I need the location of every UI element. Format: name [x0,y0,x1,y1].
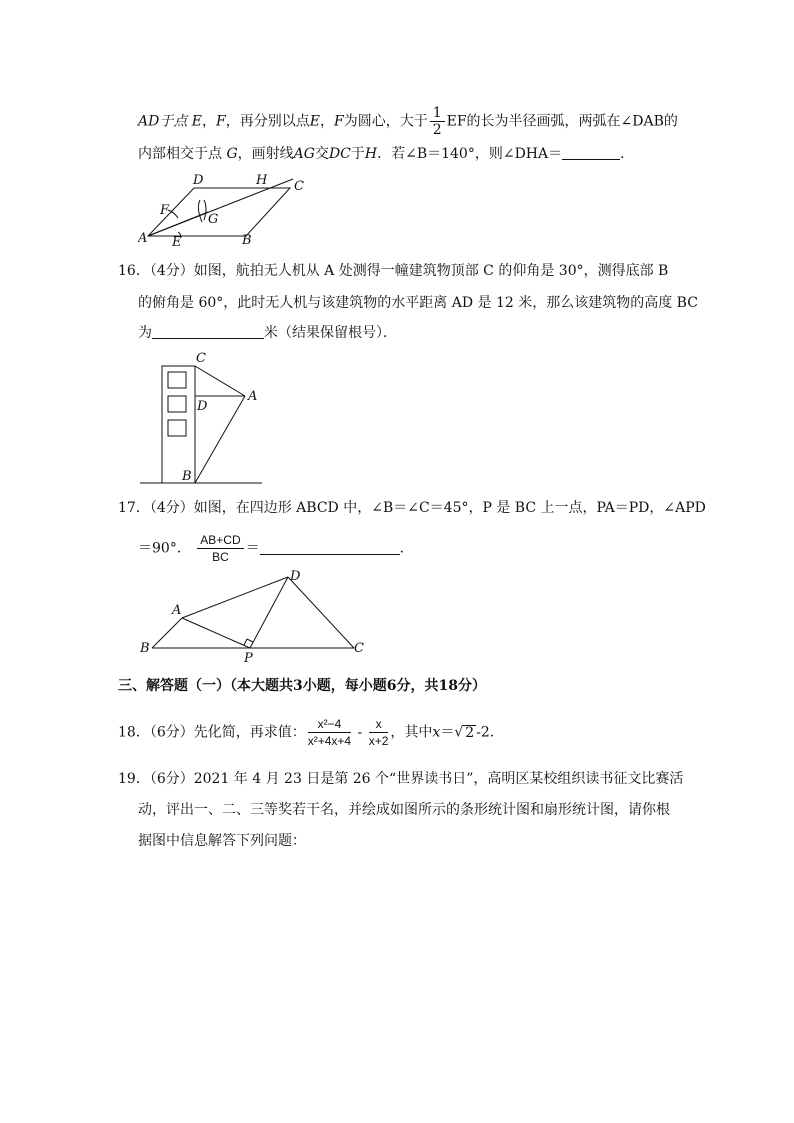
q19-line1: 19．（6分）2021 年 4 月 23 日是第 26 个“世界读书日”，高明区某校组织读书征文比赛活 [118,771,684,787]
label-D: D [290,569,301,584]
section-heading: 三、解答题（一）（本大题共3小题，每小题6分，共18分） [118,678,486,694]
fraction-1: $\frac{\text{x²−4}}{\text{x²+4x+4}}$ [307,717,352,748]
q16-figure-building [140,348,270,488]
label-E: E [172,235,182,250]
q17-line2: ＝90°． $\frac{AB+CD}{BC}$ ＝ ． [138,533,414,564]
answer-blank[interactable] [260,540,400,555]
label-D: D [193,173,204,188]
answer-blank[interactable] [152,324,264,339]
fraction-half: $\frac{1}{2}$ [430,105,445,138]
fraction-ab-cd-bc: $\frac{AB+CD}{BC}$ [197,532,243,565]
q19-line2: 动，评出一、二、三等奖若干名，并绘成如图所示的条形统计图和扇形统计图，请你根 [138,802,670,818]
label-F: F [160,203,170,218]
q19-line3: 据图中信息解答下列问题： [138,833,306,849]
label-P: P [244,651,253,663]
q17-figure-quadrilateral [140,568,370,663]
label-C: C [196,351,206,366]
q17-line1: 17．（4分）如图，在四边形 ABCD 中，∠B＝∠C＝45°，P 是 BC 上一点，PA＝PD，∠APD [118,500,706,516]
label-B: B [140,641,150,656]
label-A: A [172,603,182,618]
label-G: G [208,212,219,227]
label-D: D [197,399,208,414]
q16-line2: 的俯角是 60°，此时无人机与该建筑物的水平距离 AD 是 12 米，那么该建筑物的高度 BC [138,295,698,311]
q15-line1: AD于点 E，F，再分别以点E，F为圆心，大于 $\frac{1}{2}$ EF的长为半径画弧，两弧在∠DAB的 [138,105,678,138]
fraction-2: $\frac{x}{x+2}$ [368,717,389,748]
label-B: B [242,233,252,248]
q15-figure-parallelogram [138,170,308,250]
label-B: B [182,469,192,484]
q16-line1: 16．（4分）如图，航拍无人机从 A 处测得一幢建筑物顶部 C 的仰角是 30°，测得底部 B [118,263,669,279]
label-C: C [294,179,304,194]
q18-line: 18．（6分）先化简，再求值： $\frac{\text{x²−4}}{\text{x²+4x+4}}$ - $\frac{x}{x+2}$ ，其中x＝√ 2 -2． [118,717,504,748]
q16-line3: 为 米（结果保留根号）． [138,325,397,341]
label-A: A [138,231,148,246]
answer-blank[interactable] [562,145,620,160]
q15-line2: 内部相交于点 G，画射线AG交DC于H．若∠B＝140°，则∠DHA＝ ． [138,146,635,162]
label-A: A [248,389,258,404]
label-H: H [256,173,268,188]
label-C: C [354,641,364,656]
